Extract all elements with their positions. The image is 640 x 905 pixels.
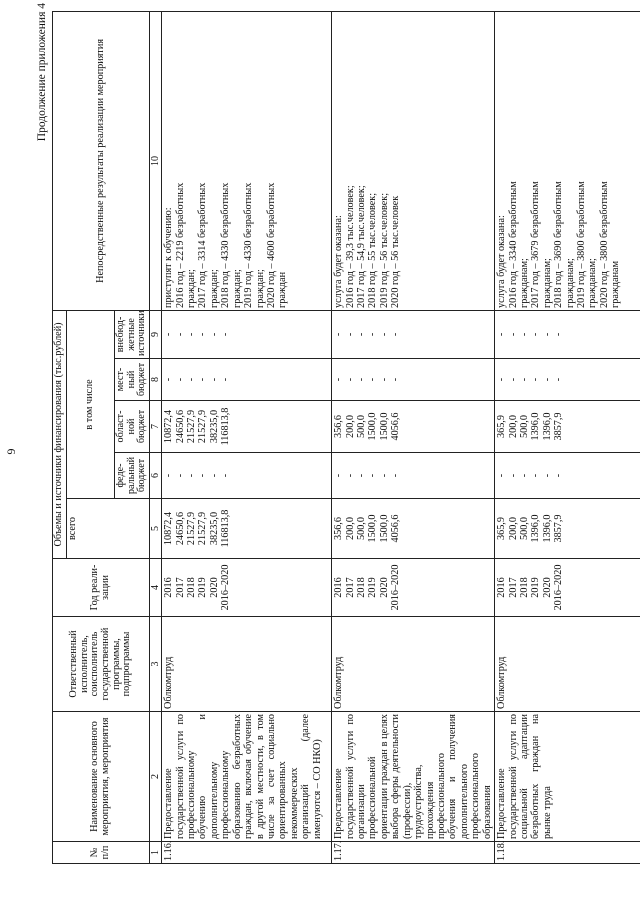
federal-budget-value: - [344,473,356,478]
year-value: 2019 [367,577,379,598]
year-value: 2018 [356,577,368,598]
executor: Облкомтруд [495,617,640,712]
year-value: 2016–2020 [553,564,565,611]
row-number: 1.18. [495,842,640,864]
colnum: 8 [150,359,162,401]
year-value: 2017 [344,577,356,598]
federal-budget-value: - [507,473,519,478]
year [332,559,495,617]
year-value: 2019 [197,577,209,598]
regional-budget-value: 24650,6 [174,409,186,444]
header-federal: феде-ральный бюджет [114,453,149,499]
header-local: мест-ный бюджет [114,359,149,401]
table-row [332,11,495,863]
extra-budget-value: - [220,332,232,337]
local-budget-value: - [174,377,186,382]
executor: Облкомтруд [332,617,495,712]
federal-budget-value: - [197,473,209,478]
total [162,499,332,559]
results-value: 2019 год – 56 тыс.человек; [378,192,390,308]
year-value: 2016 [163,577,175,598]
local-budget [495,359,640,401]
results-value: граждан; [186,269,198,308]
extra-budget-value: - [496,332,508,337]
local-budget-value: - [390,377,402,382]
results-value: 2016 год – 3340 безработным [507,181,519,308]
total-value: 356,6 [333,517,345,540]
extra-budget-value: - [344,332,356,337]
extra-budget-value: - [186,332,198,337]
extra-budget [332,310,495,358]
federal-budget-value: - [496,473,508,478]
year-value: 2016 [333,577,345,598]
results-value: гражданам [610,260,622,308]
federal-budget-value: - [220,473,232,478]
total-value: 500,0 [356,517,368,540]
results [332,11,495,310]
total-value: 1396,0 [530,514,542,543]
results-value: гражданам; [541,258,553,308]
row-number: 1.16. [162,842,332,864]
local-budget-value: - [197,377,209,382]
extra-budget-value: - [197,332,209,337]
federal-budget [162,453,332,499]
colnum: 5 [150,499,162,559]
extra-budget-value: - [390,332,402,337]
results [162,11,332,310]
year-value: 2016–2020 [220,564,232,611]
local-budget-value: - [367,377,379,382]
extra-budget-value: - [530,332,542,337]
results-value: 2019 год – 4330 безработных [243,182,255,308]
local-budget [162,359,332,401]
extra-budget-value: - [174,332,186,337]
federal-budget-value: - [378,473,390,478]
header-num: № п/п [53,842,150,864]
federal-budget-value: - [367,473,379,478]
header-total: всего [66,499,149,559]
results [495,11,640,310]
results-value: граждан [277,271,289,308]
results-value: 2020 год – 3800 безработным [598,181,610,308]
local-budget-value: - [220,377,232,382]
total-value: 24650,6 [174,511,186,546]
regional-budget-value: 38235,0 [208,409,220,444]
regional-budget-value: 116813,8 [220,407,232,446]
colnum: 7 [150,401,162,453]
total-value: 21527,9 [197,511,209,546]
regional-budget-value: 1396,0 [541,412,553,441]
local-budget-value: - [208,377,220,382]
total-value: 200,0 [344,517,356,540]
colnum: 1 [150,842,162,864]
header-executor: Ответственный исполнитель, соисполнитель государственной программы, подпрограммы [53,617,150,712]
year-value: 2016 [496,577,508,598]
extra-budget-value: - [163,332,175,337]
federal-budget-value: - [356,473,368,478]
extra-budget-value: - [208,332,220,337]
extra-budget [162,310,332,358]
local-budget-value: - [496,377,508,382]
regional-budget [495,401,640,453]
year-value: 2020 [541,577,553,598]
results-value: гражданам; [587,258,599,308]
results-value: приступят к обучению: [163,207,175,308]
results-value: 2019 год – 3800 безработным [576,181,588,308]
extra-budget-value: - [367,332,379,337]
federal-budget-value: - [518,473,530,478]
column-number-row [150,11,162,863]
federal-budget [332,453,495,499]
regional-budget-value: 4056,6 [390,412,402,441]
header-regional: област-ной бюджет [114,401,149,453]
results-value: услуга будет оказана: [333,215,345,308]
table-row [495,11,640,863]
total-value: 1396,0 [541,514,553,543]
extra-budget-value: - [333,332,345,337]
results-value: граждан; [254,269,266,308]
results-value: гражданам; [518,258,530,308]
extra-budget-value: - [356,332,368,337]
local-budget-value: - [344,377,356,382]
regional-budget-value: 21527,9 [186,409,198,444]
federal-budget-value: - [530,473,542,478]
federal-budget-value: - [541,473,553,478]
year [162,559,332,617]
total-value: 1500,0 [378,514,390,543]
local-budget-value: - [186,377,198,382]
extra-budget-value: - [541,332,553,337]
year-value: 2020 [208,577,220,598]
extra-budget-value: - [518,332,530,337]
local-budget-value: - [507,377,519,382]
regional-budget-value: 1396,0 [530,412,542,441]
year-value: 2018 [518,577,530,598]
federal-budget-value: - [174,473,186,478]
page-number: 6 [4,448,19,455]
regional-budget-value: 1500,0 [378,412,390,441]
federal-budget-value: - [553,473,565,478]
colnum: 3 [150,617,162,712]
results-value: 2018 год – 4330 безработных [220,182,232,308]
total-value: 116813,8 [220,509,232,548]
local-budget-value: - [518,377,530,382]
rotated-page [36,3,622,864]
header-row [53,11,67,863]
regional-budget-value: 500,0 [356,415,368,438]
measure-name: Предоставление государственной услуги по профессиональному обучению и дополнительному профессиональному образованию безработных граждан, включая обучение в другой местности, в том числе за счет социально ориентированных некоммерческих организаций (далее именуются – СО НКО) [162,712,332,842]
total-value: 21527,9 [186,511,198,546]
results-value: 2016 год – 39,3 тыс.человек; [344,185,356,308]
regional-budget-value: 3857,9 [553,412,565,441]
regional-budget-value: 10872,4 [163,409,175,444]
federal-budget [495,453,640,499]
local-budget-value: - [378,377,390,382]
results-value: 2018 год – 3690 безработным [553,181,565,308]
results-value: 2020 год – 56 тыс.человек [390,195,402,308]
header-including: в том числе [66,310,114,498]
results-value: гражданам; [564,258,576,308]
extra-budget-value: - [378,332,390,337]
results-value: граждан; [231,269,243,308]
colnum: 2 [150,712,162,842]
year [495,559,640,617]
federal-budget-value: - [390,473,402,478]
measure-name: Предоставление государственной услуги по социальной адаптации безработных граждан на рынке труда [495,712,640,842]
table-row [162,11,332,863]
total-value: 4056,6 [390,514,402,543]
header-results: Непосредственные результаты реализации мероприятия [53,11,150,310]
program-table [52,11,640,864]
header-name: Наименование основного мероприятия, мероприятия [53,712,150,842]
results-value: граждан; [208,269,220,308]
measure-name: Предоставление государственной услуги по организации профессиональной ориентации граждан в целях выбора сферы деятельности (профессии), трудоустройства, прохождения профессионального обучения и получения дополнительного профессионального образования [332,712,495,842]
local-budget [332,359,495,401]
total [332,499,495,559]
header-financing: Объемы и источники финансирования (тыс.рублей) [53,310,67,558]
local-budget-value: - [530,377,542,382]
regional-budget-value: 356,6 [333,415,345,438]
regional-budget-value: 200,0 [507,415,519,438]
year-value: 2019 [530,577,542,598]
local-budget-value: - [333,377,345,382]
total-value: 200,0 [507,517,519,540]
colnum: 4 [150,559,162,617]
continuation-label: Продолжение приложения 4 [36,3,48,142]
colnum: 6 [150,453,162,499]
regional-budget [162,401,332,453]
regional-budget [332,401,495,453]
year-value: 2016–2020 [390,564,402,611]
total [495,499,640,559]
local-budget-value: - [356,377,368,382]
total-value: 1500,0 [367,514,379,543]
total-value: 3857,9 [553,514,565,543]
results-value: услуга будет оказана: [496,215,508,308]
local-budget-value: - [163,377,175,382]
results-value: 2017 год – 54,9 тыс.человек; [356,185,368,308]
year-value: 2017 [174,577,186,598]
local-budget-value: - [553,377,565,382]
total-value: 365,9 [496,517,508,540]
regional-budget-value: 500,0 [518,415,530,438]
regional-budget-value: 200,0 [344,415,356,438]
regional-budget-value: 1500,0 [367,412,379,441]
federal-budget-value: - [208,473,220,478]
colnum: 10 [150,11,162,310]
total-value: 38235,0 [208,511,220,546]
federal-budget-value: - [186,473,198,478]
executor: Облкомтруд [162,617,332,712]
year-value: 2017 [507,577,519,598]
results-value: 2020 год – 4600 безработных [265,182,277,308]
results-value: 2017 год – 3314 безработных [197,182,209,308]
local-budget-value: - [541,377,553,382]
colnum: 9 [150,310,162,358]
results-value: 2016 год – 2219 безработных [174,182,186,308]
federal-budget-value: - [333,473,345,478]
year-value: 2018 [186,577,198,598]
row-number: 1.17. [332,842,495,864]
total-value: 10872,4 [163,511,175,546]
regional-budget-value: 21527,9 [197,409,209,444]
extra-budget [495,310,640,358]
federal-budget-value: - [163,473,175,478]
regional-budget-value: 365,9 [496,415,508,438]
results-value: 2018 год – 55 тыс.человек; [367,192,379,308]
header-year: Год реали-зации [53,559,150,617]
extra-budget-value: - [507,332,519,337]
header-extra: внебюд-жетные источники [114,310,149,358]
extra-budget-value: - [553,332,565,337]
total-value: 500,0 [518,517,530,540]
year-value: 2020 [378,577,390,598]
results-value: 2017 год – 3679 безработным [530,181,542,308]
